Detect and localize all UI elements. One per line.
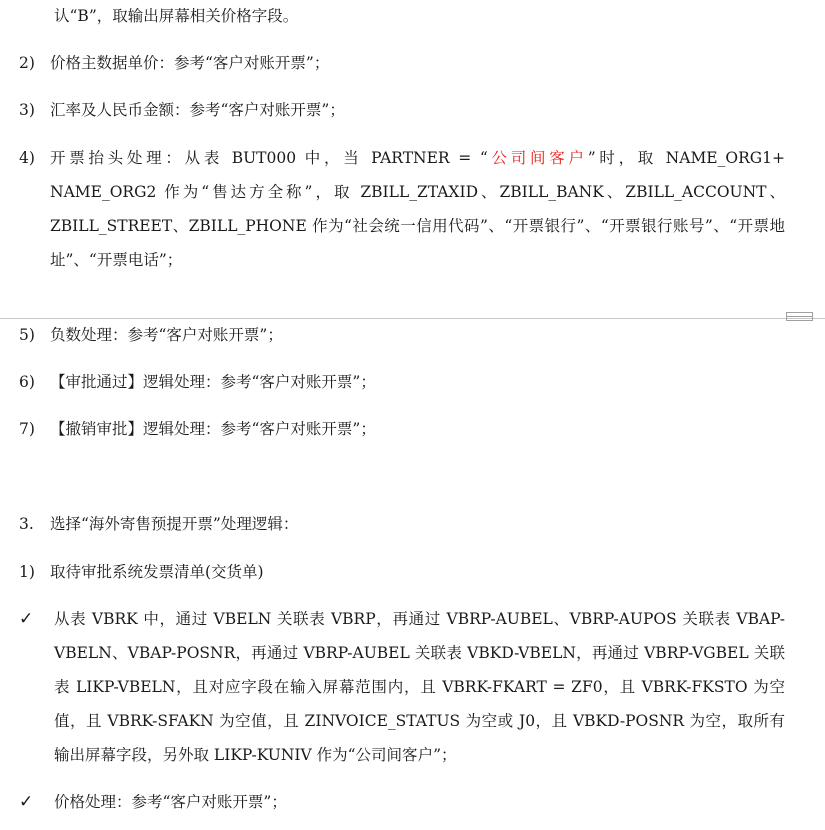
text-segment: ”时，取 NAME_ORG1+ NAME_ORG2 作为“售达方全称”，取 ZBILL_ZTAXID、ZBILL_BANK、ZBILL_ACCOUNT、ZBILL_STREET、ZBILL_PHONE 作为“社会统一信用代码”、“开票银行”、“开票银行账号”、“开票地址”、“开票电话”； xyxy=(50,149,785,269)
highlight-red-text: 公司间客户 xyxy=(487,149,588,167)
list-number: 6) xyxy=(19,373,35,391)
checkmark-icon: ✓ xyxy=(19,609,34,629)
list-text: 取待审批系统发票清单(交货单) xyxy=(50,563,264,581)
list-number: 5) xyxy=(19,326,35,344)
list-number: 1) xyxy=(19,563,35,581)
list-text: 负数处理：参考“客户对账开票”； xyxy=(50,326,283,344)
text-segment: 开票抬头处理：从表 BUT000 中，当 PARTNER = “ xyxy=(50,149,488,167)
section-number: 3. xyxy=(19,515,34,533)
list-number: 7) xyxy=(19,420,35,438)
page-break-marker xyxy=(786,312,813,321)
paragraph-continuation: 认“B”，取输出屏幕相关价格字段。 xyxy=(54,7,299,25)
list-text: 【撤销审批】逻辑处理：参考“客户对账开票”； xyxy=(50,420,376,438)
section-title: 选择“海外寄售预提开票”处理逻辑： xyxy=(50,515,299,533)
list-text: 汇率及人民币金额：参考“客户对账开票”； xyxy=(50,101,345,119)
list-number: 3) xyxy=(19,101,35,119)
list-text-item4 xyxy=(50,141,785,277)
list-text: 【审批通过】逻辑处理：参考“客户对账开票”； xyxy=(50,373,376,391)
bullet-text: 价格处理：参考“客户对账开票”； xyxy=(54,793,287,811)
bullet-text: 从表 VBRK 中，通过 VBELN 关联表 VBRP，再通过 VBRP-AUBEL、VBRP-AUPOS 关联表 VBAP-VBELN、VBAP-POSNR，再通过 VBRP-AUBEL 关联表 VBKD-VBELN，再通过 VBRP-VGBEL 关联表 LIKP-VBELN，且对应字段在输入屏幕范围内，且 VBRK-FKART = ZF0，且 VBRK-FKSTO 为空值，且 VBRK-SFAKN 为空值，且 ZINVOICE_STATUS 为空或 J0，且 VBKD-POSNR 为空，取所有输出屏幕字段，另外取 LIKP-KUNIV 作为“公司间客户”； xyxy=(54,610,785,764)
page-break-line xyxy=(0,318,825,319)
checkmark-icon: ✓ xyxy=(19,792,34,812)
list-number: 2) xyxy=(19,54,35,72)
list-text: 价格主数据单价：参考“客户对账开票”； xyxy=(50,54,330,72)
list-number: 4) xyxy=(19,149,35,167)
